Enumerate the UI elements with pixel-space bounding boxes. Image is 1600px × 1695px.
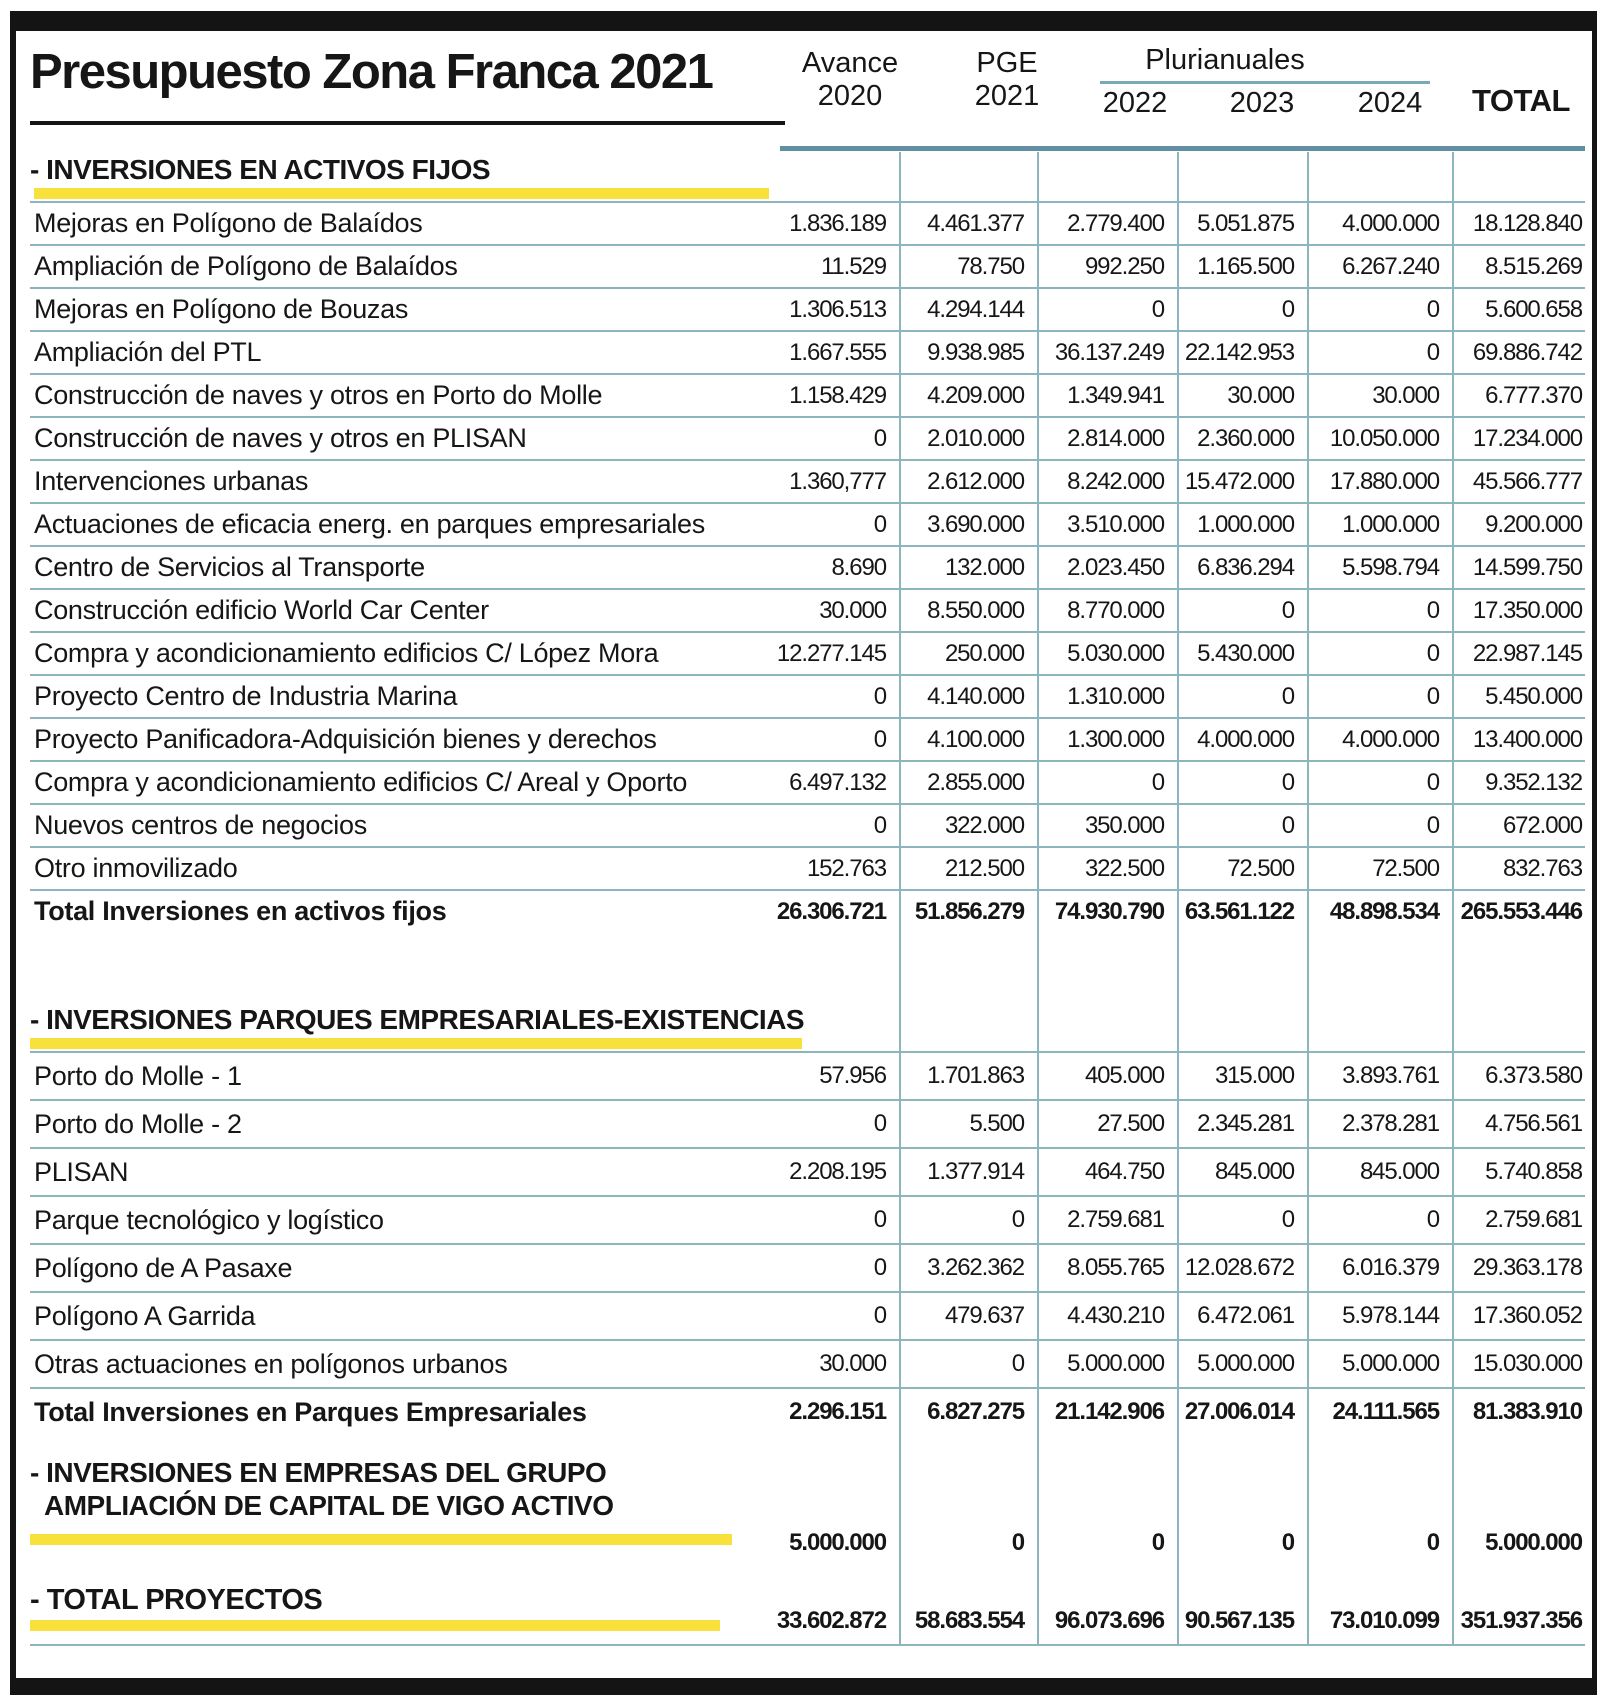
- table-row: [30, 717, 1585, 760]
- row-label: Actuaciones de eficacia energ. en parques empresariales: [34, 509, 705, 539]
- cell-2022: 405.000: [1084, 1062, 1164, 1089]
- cell-2024: 17.880.000: [1329, 467, 1439, 495]
- cell-total: 17.360.052: [1472, 1302, 1582, 1329]
- cell-total: 9.200.000: [1485, 510, 1582, 538]
- cell-2023: 0: [1281, 682, 1294, 710]
- cell-2024: 48.898.534: [1329, 897, 1439, 925]
- cell-pge: 3.690.000: [927, 510, 1024, 538]
- cell-2023: 5.051.875: [1197, 209, 1294, 237]
- section-heading: - INVERSIONES PARQUES EMPRESARIALES-EXISTENCIAS: [30, 1004, 805, 1035]
- cell-total: 5.000.000: [1485, 1528, 1582, 1556]
- table-row: [30, 502, 1585, 545]
- row-label: Parque tecnológico y logístico: [34, 1204, 384, 1235]
- cell-2023: 1.000.000: [1197, 510, 1294, 538]
- row-label: Proyecto Centro de Industria Marina: [34, 681, 458, 711]
- cell-avance: 57.956: [819, 1062, 886, 1089]
- row-label: Construcción edificio World Car Center: [34, 595, 489, 625]
- cell-2023: 4.000.000: [1197, 725, 1294, 753]
- title-underline: [30, 121, 785, 125]
- table-row: [30, 287, 1585, 330]
- cell-pge: 4.294.144: [927, 295, 1024, 323]
- frame-bottom-bar: [10, 1678, 1597, 1695]
- cell-avance: 11.529: [820, 252, 886, 280]
- cell-avance: 0: [873, 811, 886, 839]
- cell-2023: 30.000: [1227, 381, 1294, 409]
- cell-2024: 0: [1426, 295, 1439, 323]
- cell-2023: 0: [1281, 811, 1294, 839]
- table-row: [30, 244, 1585, 287]
- cell-2024: 5.978.144: [1342, 1302, 1439, 1329]
- cell-pge: 58.683.554: [914, 1606, 1024, 1634]
- cell-2024: 4.000.000: [1342, 725, 1439, 753]
- cell-2023: 2.360.000: [1197, 424, 1294, 452]
- cell-2022: 0: [1151, 295, 1164, 323]
- row-label: Proyecto Panificadora-Adquisición bienes y derechos: [34, 724, 657, 754]
- table-row: [30, 1387, 1585, 1435]
- cell-avance: 12.277.145: [776, 639, 886, 667]
- cell-pge: 8.550.000: [927, 596, 1024, 624]
- row-label: Polígono A Garrida: [34, 1300, 256, 1331]
- cell-pge: 322.000: [944, 811, 1024, 839]
- cell-2022: 3.510.000: [1067, 510, 1164, 538]
- cell-pge: 4.140.000: [927, 682, 1024, 710]
- cell-avance: 0: [873, 1302, 886, 1329]
- cell-2023: 63.561.122: [1184, 897, 1294, 925]
- row-label: Centro de Servicios al Transporte: [34, 552, 425, 582]
- section-yellow-underline: [34, 188, 769, 199]
- cell-2022: 5.000.000: [1067, 1350, 1164, 1377]
- cell-2022: 2.779.400: [1067, 209, 1164, 237]
- cell-2024: 845.000: [1359, 1158, 1439, 1185]
- cell-pge: 6.827.275: [927, 1398, 1024, 1425]
- table-row: [30, 416, 1585, 459]
- cell-pge: 2.855.000: [927, 768, 1024, 796]
- row-label: Otro inmovilizado: [34, 853, 238, 883]
- cell-avance: 0: [873, 1110, 886, 1137]
- cell-2023: 0: [1281, 295, 1294, 323]
- cell-total: 5.450.000: [1485, 682, 1582, 710]
- column-header-pge-2021: [947, 47, 1067, 113]
- section-heading-line1: - INVERSIONES EN EMPRESAS DEL GRUPO: [30, 1457, 607, 1488]
- cell-pge: 3.262.362: [927, 1254, 1024, 1281]
- cell-pge: 9.938.985: [927, 338, 1024, 366]
- cell-2022: 1.300.000: [1067, 725, 1164, 753]
- column-header-pge-line2: 2021: [974, 80, 1040, 112]
- header-thick-rule: [780, 146, 1585, 151]
- cell-2024: 3.893.761: [1342, 1062, 1439, 1089]
- section-activos-fijos: [30, 154, 1585, 932]
- cell-total: 29.363.178: [1472, 1254, 1582, 1281]
- cell-total: 69.886.742: [1472, 338, 1582, 366]
- cell-2022: 74.930.790: [1054, 897, 1164, 925]
- cell-avance: 0: [873, 510, 886, 538]
- section-heading: - INVERSIONES EN ACTIVOS FIJOS: [30, 154, 491, 185]
- cell-total: 13.400.000: [1472, 725, 1582, 753]
- cell-2023: 1.165.500: [1197, 252, 1294, 280]
- cell-2023: 6.836.294: [1197, 553, 1294, 581]
- cell-2022: 2.023.450: [1067, 553, 1164, 581]
- cell-total: 17.350.000: [1472, 596, 1582, 624]
- column-header-avance-line1: Avance: [801, 47, 899, 79]
- table-row: [30, 1291, 1585, 1339]
- cell-avance: 1.836.189: [789, 209, 886, 237]
- cell-total: 832.763: [1502, 854, 1582, 882]
- row-label: Construcción de naves y otros en PLISAN: [34, 423, 527, 453]
- cell-pge: 0: [1011, 1528, 1024, 1556]
- cell-2023: 6.472.061: [1197, 1302, 1294, 1329]
- cell-2022: 1.310.000: [1067, 682, 1164, 710]
- table-row: [30, 373, 1585, 416]
- column-header-pge-line1: PGE: [976, 47, 1038, 79]
- row-label: Nuevos centros de negocios: [34, 810, 367, 840]
- cell-2022: 0: [1151, 768, 1164, 796]
- cell-total: 9.352.132: [1485, 768, 1582, 796]
- cell-avance: 30.000: [819, 1350, 886, 1377]
- cell-avance: 152.763: [806, 854, 886, 882]
- cell-2024: 72.500: [1372, 854, 1439, 882]
- table-rows-parques-empresariales: [30, 1051, 1585, 1435]
- table-row: [30, 1339, 1585, 1387]
- cell-2024: 73.010.099: [1329, 1606, 1439, 1634]
- cell-2022: 8.242.000: [1067, 467, 1164, 495]
- cell-2023: 5.430.000: [1197, 639, 1294, 667]
- cell-2022: 5.030.000: [1067, 639, 1164, 667]
- table-rows-activos-fijos: [30, 201, 1585, 932]
- cell-2023: 5.000.000: [1197, 1350, 1294, 1377]
- column-header-2022: 2022: [1102, 87, 1168, 119]
- cell-avance: 33.602.872: [776, 1606, 886, 1634]
- cell-avance: 2.296.151: [789, 1398, 886, 1425]
- cell-2023: 315.000: [1214, 1062, 1294, 1089]
- cell-2022: 464.750: [1084, 1158, 1164, 1185]
- cell-total: 18.128.840: [1472, 209, 1582, 237]
- cell-total: 672.000: [1502, 811, 1582, 839]
- table-row: [30, 330, 1585, 373]
- table-row: [30, 588, 1585, 631]
- row-label: PLISAN: [34, 1156, 129, 1187]
- cell-pge: 212.500: [944, 854, 1024, 882]
- section-heading-line2: AMPLIACIÓN DE CAPITAL DE VIGO ACTIVO: [44, 1490, 614, 1521]
- cell-avance: 2.208.195: [789, 1158, 886, 1185]
- frame-left-border: [10, 11, 16, 1695]
- cell-pge: 2.612.000: [927, 467, 1024, 495]
- column-group-header-plurianuales: Plurianuales: [1145, 44, 1305, 76]
- cell-2023: 0: [1281, 768, 1294, 796]
- empresas-grupo-values: [30, 1522, 1585, 1563]
- cell-total: 17.234.000: [1472, 424, 1582, 452]
- cell-pge: 4.100.000: [927, 725, 1024, 753]
- row-label: Mejoras en Polígono de Bouzas: [34, 294, 409, 324]
- cell-avance: 0: [873, 725, 886, 753]
- table-row: [30, 201, 1585, 244]
- row-label: Mejoras en Polígono de Balaídos: [34, 208, 423, 238]
- table-row: [30, 1147, 1585, 1195]
- cell-pge: 1.701.863: [927, 1062, 1024, 1089]
- cell-2024: 4.000.000: [1342, 209, 1439, 237]
- table-row: [30, 846, 1585, 889]
- total-proyectos-values: [30, 1600, 1585, 1641]
- cell-2024: 0: [1426, 596, 1439, 624]
- cell-avance: 5.000.000: [789, 1528, 886, 1556]
- column-header-total: TOTAL: [1472, 83, 1570, 118]
- column-header-2023: 2023: [1229, 87, 1295, 119]
- bottom-rule: [30, 1644, 1585, 1646]
- row-label: Porto do Molle - 2: [34, 1108, 242, 1139]
- section-parques-empresariales: [30, 1004, 1585, 1435]
- cell-avance: 0: [873, 1206, 886, 1233]
- table-row: [30, 1195, 1585, 1243]
- cell-2024: 1.000.000: [1342, 510, 1439, 538]
- cell-2024: 10.050.000: [1329, 424, 1439, 452]
- cell-2022: 96.073.696: [1054, 1606, 1164, 1634]
- cell-avance: 1.306.513: [789, 295, 886, 323]
- table-row: [30, 459, 1585, 502]
- table-row: [30, 674, 1585, 717]
- cell-2022: 2.759.681: [1067, 1206, 1164, 1233]
- cell-2024: 6.267.240: [1342, 252, 1439, 280]
- cell-pge: 2.010.000: [927, 424, 1024, 452]
- cell-pge: 4.461.377: [927, 209, 1024, 237]
- cell-total: 22.987.145: [1472, 639, 1582, 667]
- column-header-avance-2020: [790, 47, 910, 113]
- cell-2022: 27.500: [1097, 1110, 1164, 1137]
- cell-2024: 0: [1426, 768, 1439, 796]
- cell-avance: 1.667.555: [789, 338, 886, 366]
- cell-2023: 0: [1281, 1206, 1294, 1233]
- table-row: [30, 1522, 1585, 1563]
- cell-pge: 0: [1011, 1206, 1024, 1233]
- cell-total: 14.599.750: [1472, 553, 1582, 581]
- cell-avance: 1.360,777: [789, 467, 886, 495]
- page-title: Presupuesto Zona Franca 2021: [30, 45, 713, 99]
- cell-2024: 0: [1426, 1206, 1439, 1233]
- row-label: Compra y acondicionamiento edificios C/ López Mora: [34, 638, 659, 668]
- total-proyectos-heading: - TOTAL PROYECTOS: [30, 1584, 323, 1616]
- row-label: Ampliación de Polígono de Balaídos: [34, 251, 458, 281]
- cell-2022: 350.000: [1084, 811, 1164, 839]
- cell-total: 5.600.658: [1485, 295, 1582, 323]
- cell-avance: 26.306.721: [776, 897, 886, 925]
- cell-pge: 250.000: [944, 639, 1024, 667]
- cell-2022: 8.770.000: [1067, 596, 1164, 624]
- cell-total: 2.759.681: [1485, 1206, 1582, 1233]
- plurianuales-underline: [1100, 81, 1430, 84]
- cell-2024: 5.000.000: [1342, 1350, 1439, 1377]
- frame-right-border: [1592, 11, 1597, 1695]
- cell-2022: 322.500: [1084, 854, 1164, 882]
- row-label: Total Inversiones en Parques Empresariales: [34, 1396, 587, 1427]
- table-row: [30, 1600, 1585, 1641]
- table-row: [30, 1051, 1585, 1099]
- section-yellow-underline: [30, 1038, 802, 1049]
- cell-avance: 6.497.132: [789, 768, 886, 796]
- cell-total: 265.553.446: [1460, 897, 1582, 925]
- cell-total: 4.756.561: [1485, 1110, 1582, 1137]
- cell-avance: 8.690: [831, 553, 886, 581]
- cell-avance: 0: [873, 424, 886, 452]
- table-row: [30, 803, 1585, 846]
- cell-total: 15.030.000: [1472, 1350, 1582, 1377]
- cell-2023: 2.345.281: [1197, 1110, 1294, 1137]
- cell-2024: 30.000: [1372, 381, 1439, 409]
- cell-total: 6.777.370: [1485, 381, 1582, 409]
- table-row: [30, 545, 1585, 588]
- column-header-2024: 2024: [1357, 87, 1423, 119]
- cell-2022: 8.055.765: [1067, 1254, 1164, 1281]
- cell-2023: 12.028.672: [1184, 1254, 1294, 1281]
- cell-2024: 24.111.565: [1332, 1398, 1439, 1425]
- cell-pge: 0: [1011, 1350, 1024, 1377]
- cell-avance: 1.158.429: [789, 381, 886, 409]
- cell-2023: 0: [1281, 1528, 1294, 1556]
- cell-2022: 992.250: [1084, 252, 1164, 280]
- cell-2023: 90.567.135: [1184, 1606, 1294, 1634]
- cell-2024: 0: [1426, 338, 1439, 366]
- cell-pge: 5.500: [969, 1110, 1024, 1137]
- cell-pge: 51.856.279: [914, 897, 1024, 925]
- cell-pge: 4.209.000: [927, 381, 1024, 409]
- table-row: [30, 1099, 1585, 1147]
- cell-avance: 30.000: [819, 596, 886, 624]
- row-label: Polígono de A Pasaxe: [34, 1252, 293, 1283]
- row-label: Total Inversiones en activos fijos: [34, 896, 447, 926]
- table-row: [30, 889, 1585, 932]
- cell-2024: 0: [1426, 1528, 1439, 1556]
- cell-2024: 5.598.794: [1342, 553, 1439, 581]
- cell-total: 351.937.356: [1460, 1606, 1582, 1634]
- column-header-avance-line2: 2020: [817, 80, 883, 112]
- row-label: Intervenciones urbanas: [34, 466, 309, 496]
- section-empresas-grupo-heading: [30, 1456, 614, 1522]
- cell-2022: 0: [1151, 1528, 1164, 1556]
- cell-total: 81.383.910: [1472, 1398, 1582, 1425]
- cell-avance: 0: [873, 682, 886, 710]
- row-label: Construcción de naves y otros en Porto do Molle: [34, 380, 603, 410]
- cell-total: 6.373.580: [1485, 1062, 1582, 1089]
- cell-2024: 0: [1426, 639, 1439, 667]
- row-label: Otras actuaciones en polígonos urbanos: [34, 1348, 508, 1379]
- row-label: Ampliación del PTL: [34, 337, 262, 367]
- cell-pge: 479.637: [944, 1302, 1024, 1329]
- cell-2024: 0: [1426, 811, 1439, 839]
- cell-2022: 4.430.210: [1067, 1302, 1164, 1329]
- cell-2022: 2.814.000: [1067, 424, 1164, 452]
- cell-pge: 78.750: [957, 252, 1024, 280]
- cell-pge: 132.000: [944, 553, 1024, 581]
- cell-total: 5.740.858: [1485, 1158, 1582, 1185]
- cell-2022: 1.349.941: [1067, 381, 1164, 409]
- cell-2023: 27.006.014: [1184, 1398, 1294, 1425]
- cell-2023: 0: [1281, 596, 1294, 624]
- cell-total: 8.515.269: [1485, 252, 1582, 280]
- cell-pge: 1.377.914: [927, 1158, 1024, 1185]
- table-row: [30, 631, 1585, 674]
- cell-2024: 2.378.281: [1342, 1110, 1439, 1137]
- cell-2023: 72.500: [1227, 854, 1294, 882]
- cell-2022: 36.137.249: [1054, 338, 1164, 366]
- cell-2023: 845.000: [1214, 1158, 1294, 1185]
- frame-top-bar: [10, 11, 1597, 31]
- cell-2023: 22.142.953: [1184, 338, 1294, 366]
- row-label: Porto do Molle - 1: [34, 1060, 242, 1091]
- row-label: Compra y acondicionamiento edificios C/ Areal y Oporto: [34, 767, 688, 797]
- cell-avance: 0: [873, 1254, 886, 1281]
- cell-2024: 0: [1426, 682, 1439, 710]
- table-row: [30, 1243, 1585, 1291]
- cell-2022: 21.142.906: [1054, 1398, 1164, 1425]
- table-row: [30, 760, 1585, 803]
- cell-total: 45.566.777: [1472, 467, 1582, 495]
- cell-2023: 15.472.000: [1184, 467, 1294, 495]
- cell-2024: 6.016.379: [1342, 1254, 1439, 1281]
